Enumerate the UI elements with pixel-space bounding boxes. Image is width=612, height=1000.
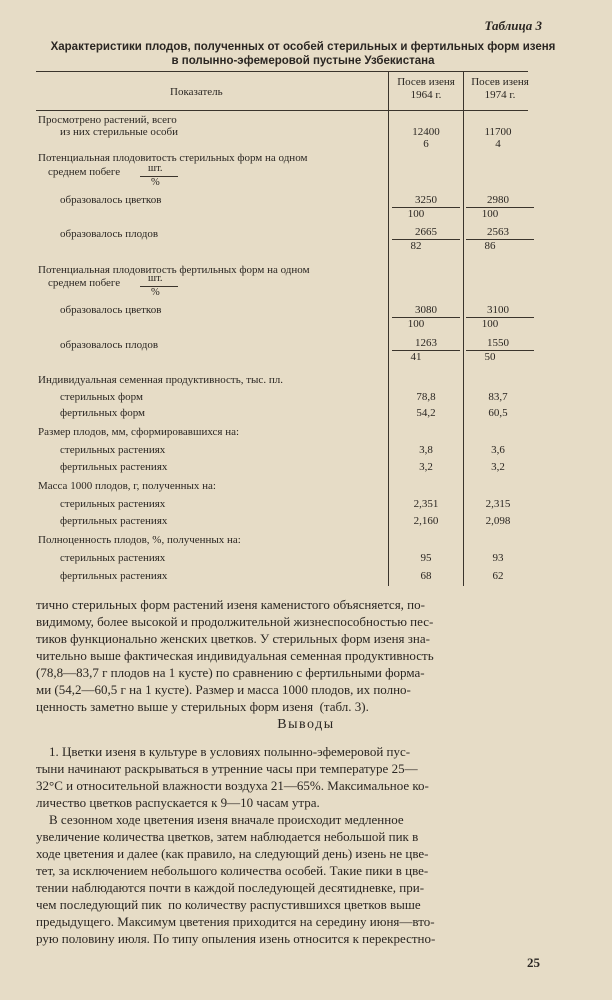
cell-s-fruits-1964-pct: 82 — [410, 240, 422, 252]
unit-numerator-2: шт. — [148, 273, 163, 284]
row-ind-sterile: стерильных форм — [60, 391, 143, 403]
text-line: ходе цветения и далее (как правило, на следующий день) изень не цве- — [36, 846, 429, 861]
text-line: чем последующий пик по количеству распустившихся цветков выше — [36, 897, 421, 912]
row-full-fertile: фертильных растениях — [60, 570, 168, 582]
cell-s-fruits-1974-pct: 86 — [484, 240, 496, 252]
unit-numerator: шт. — [148, 163, 163, 174]
row-sterile-count: из них стерильные особи — [60, 126, 179, 138]
cell-ind-fertile-1974: 60,5 — [488, 407, 508, 419]
text-line: тично стерильных форм растений изеня каменистого объясняется, по- — [36, 597, 425, 612]
text-line: предыдущего. Максимум цветения приходится на середину июня—вто- — [36, 914, 435, 929]
text-line: тиков функционально женских цветков. У стерильных форм изеня зна- — [36, 631, 430, 646]
row-individual-productivity: Индивидуальная семенная продуктивность, тыс. пл. — [38, 374, 283, 386]
row-fruit-size: Размер плодов, мм, сформировавшихся на: — [38, 426, 240, 438]
cell-size-sterile-1974: 3,6 — [491, 444, 505, 456]
row-potential-fertile-b: среднем побеге — [48, 277, 121, 289]
unit-denominator-2: % — [151, 287, 160, 298]
row-full-sterile: стерильных растениях — [60, 552, 166, 564]
cell-f-fruits-1974-pct: 50 — [484, 351, 496, 363]
row-fertile-fruits: образовалось плодов — [60, 339, 159, 351]
cell-s-flowers-1974: 2980 — [487, 194, 509, 206]
section-heading: Выводы — [277, 717, 335, 732]
cell-size-sterile-1964: 3,8 — [419, 444, 433, 456]
row-sterile-flowers: образовалось цветков — [60, 194, 162, 206]
row-size-sterile: стерильных растениях — [60, 444, 166, 456]
text-line: увеличение количества цветков, затем наблюдается небольшой пик в — [36, 829, 419, 844]
cell-s-fruits-1964: 2665 — [415, 226, 437, 238]
caption-line-2: в полынно-эфемеровой пустыне Узбекистана — [171, 55, 435, 67]
row-size-fertile: фертильных растениях — [60, 461, 168, 473]
text-line: тет, за исключением небольшого количества особей. Такие пики в цве- — [36, 863, 429, 878]
text-line: чительно выше фактическая индивидуальная семенная продуктивность — [36, 648, 434, 663]
cell-full-sterile-1974: 93 — [492, 552, 504, 564]
paragraph-continuation — [36, 596, 576, 715]
table-top-rule — [36, 71, 528, 72]
cell-sterile-1964: 6 — [423, 138, 429, 150]
cell-f-fruits-1964-pct: 41 — [410, 351, 422, 363]
row-potential-sterile: Потенциальная плодовитость стерильных форм на одном — [38, 152, 308, 164]
cell-f-flowers-1964: 3080 — [415, 304, 437, 316]
cell-f-flowers-1974-pct: 100 — [481, 318, 499, 330]
cell-s-fruits-1974: 2563 — [487, 226, 509, 238]
cell-s-flowers-1974-pct: 100 — [481, 208, 499, 220]
row-mass-1000: Масса 1000 плодов, г, полученных на: — [38, 480, 216, 492]
cell-plants-1974: 11700 — [484, 126, 512, 138]
cell-full-fertile-1964: 68 — [420, 570, 432, 582]
row-ind-fertile: фертильных форм — [60, 407, 146, 419]
row-fertile-flowers: образовалось цветков — [60, 304, 162, 316]
cell-ind-sterile-1974: 83,7 — [488, 391, 508, 403]
cell-sterile-1974: 4 — [495, 138, 501, 150]
cell-ind-fertile-1964: 54,2 — [416, 407, 436, 419]
paragraph-conclusions — [36, 743, 576, 947]
cell-mass-sterile-1964: 2,351 — [413, 498, 439, 510]
cell-plants-1964: 12400 — [412, 126, 440, 138]
header-col2-line1: Посев изеня — [471, 76, 529, 88]
text-line: 32°С и относительной влажности воздуха 21—65%. Максимальное ко- — [36, 778, 429, 793]
text-line: ценность заметно выше у стерильных форм изеня (табл. 3). — [36, 699, 369, 714]
unit-denominator: % — [151, 177, 160, 188]
text-line: ми (54,2—60,5 г на 1 кусте). Размер и масса 1000 плодов, их полно- — [36, 682, 411, 697]
header-indicator: Показатель — [170, 86, 223, 98]
row-mass-fertile: фертильных растениях — [60, 515, 168, 527]
text-line: В сезонном ходе цветения изеня вначале происходит медленное — [36, 812, 404, 827]
cell-f-fruits-1964: 1263 — [415, 337, 437, 349]
table-label: Таблица 3 — [484, 18, 542, 33]
table-caption — [30, 40, 576, 68]
row-fullness: Полноценность плодов, %, полученных на: — [38, 534, 241, 546]
cell-mass-fertile-1964: 2,160 — [413, 515, 439, 527]
page-number: 25 — [527, 955, 540, 970]
text-line: тыни начинают раскрываться в утренние часы при температуре 25— — [36, 761, 418, 776]
text-line: тении наблюдаются почти в каждой последующей десятидневке, при- — [36, 880, 425, 895]
text-line: личество цветков распускается к 9—10 часам утра. — [36, 795, 320, 810]
row-potential-sterile-b: среднем побеге — [48, 166, 121, 178]
header-bottom-rule — [36, 110, 528, 111]
row-plants-total: Просмотрено растений, всего — [38, 114, 177, 126]
text-line: 1. Цветки изеня в культуре в условиях полынно-эфемеровой пус- — [36, 744, 411, 759]
text-line: (78,8—83,7 г плодов на 1 кусте) по сравнению с фертильными форма- — [36, 665, 425, 680]
header-col1-line1: Посев изеня — [397, 76, 455, 88]
row-sterile-fruits: образовалось плодов — [60, 228, 159, 240]
text-line: видимому, более высокой и продолжительной жизнеспособностью пес- — [36, 614, 434, 629]
header-col2-line2: 1974 г. — [484, 89, 516, 101]
caption-line-1: Характеристики плодов, полученных от особей стерильных и фертильных форм изеня — [50, 41, 556, 53]
cell-full-sterile-1964: 95 — [420, 552, 432, 564]
cell-s-flowers-1964-pct: 100 — [407, 208, 425, 220]
cell-mass-fertile-1974: 2,098 — [485, 515, 511, 527]
cell-full-fertile-1974: 62 — [492, 570, 504, 582]
cell-mass-sterile-1974: 2,315 — [485, 498, 511, 510]
cell-f-flowers-1974: 3100 — [487, 304, 509, 316]
cell-f-fruits-1974: 1550 — [487, 337, 509, 349]
cell-f-flowers-1964-pct: 100 — [407, 318, 425, 330]
row-potential-fertile: Потенциальная плодовитость фертильных форм на одном — [38, 264, 310, 276]
cell-size-fertile-1964: 3,2 — [419, 461, 433, 473]
header-col1-line2: 1964 г. — [410, 89, 442, 101]
cell-s-flowers-1964: 3250 — [415, 194, 437, 206]
cell-ind-sterile-1964: 78,8 — [416, 391, 436, 403]
text-line: рую половину июля. По типу опыления изень относится к перекрестно- — [36, 931, 436, 946]
row-mass-sterile: стерильных растениях — [60, 498, 166, 510]
cell-size-fertile-1974: 3,2 — [491, 461, 505, 473]
